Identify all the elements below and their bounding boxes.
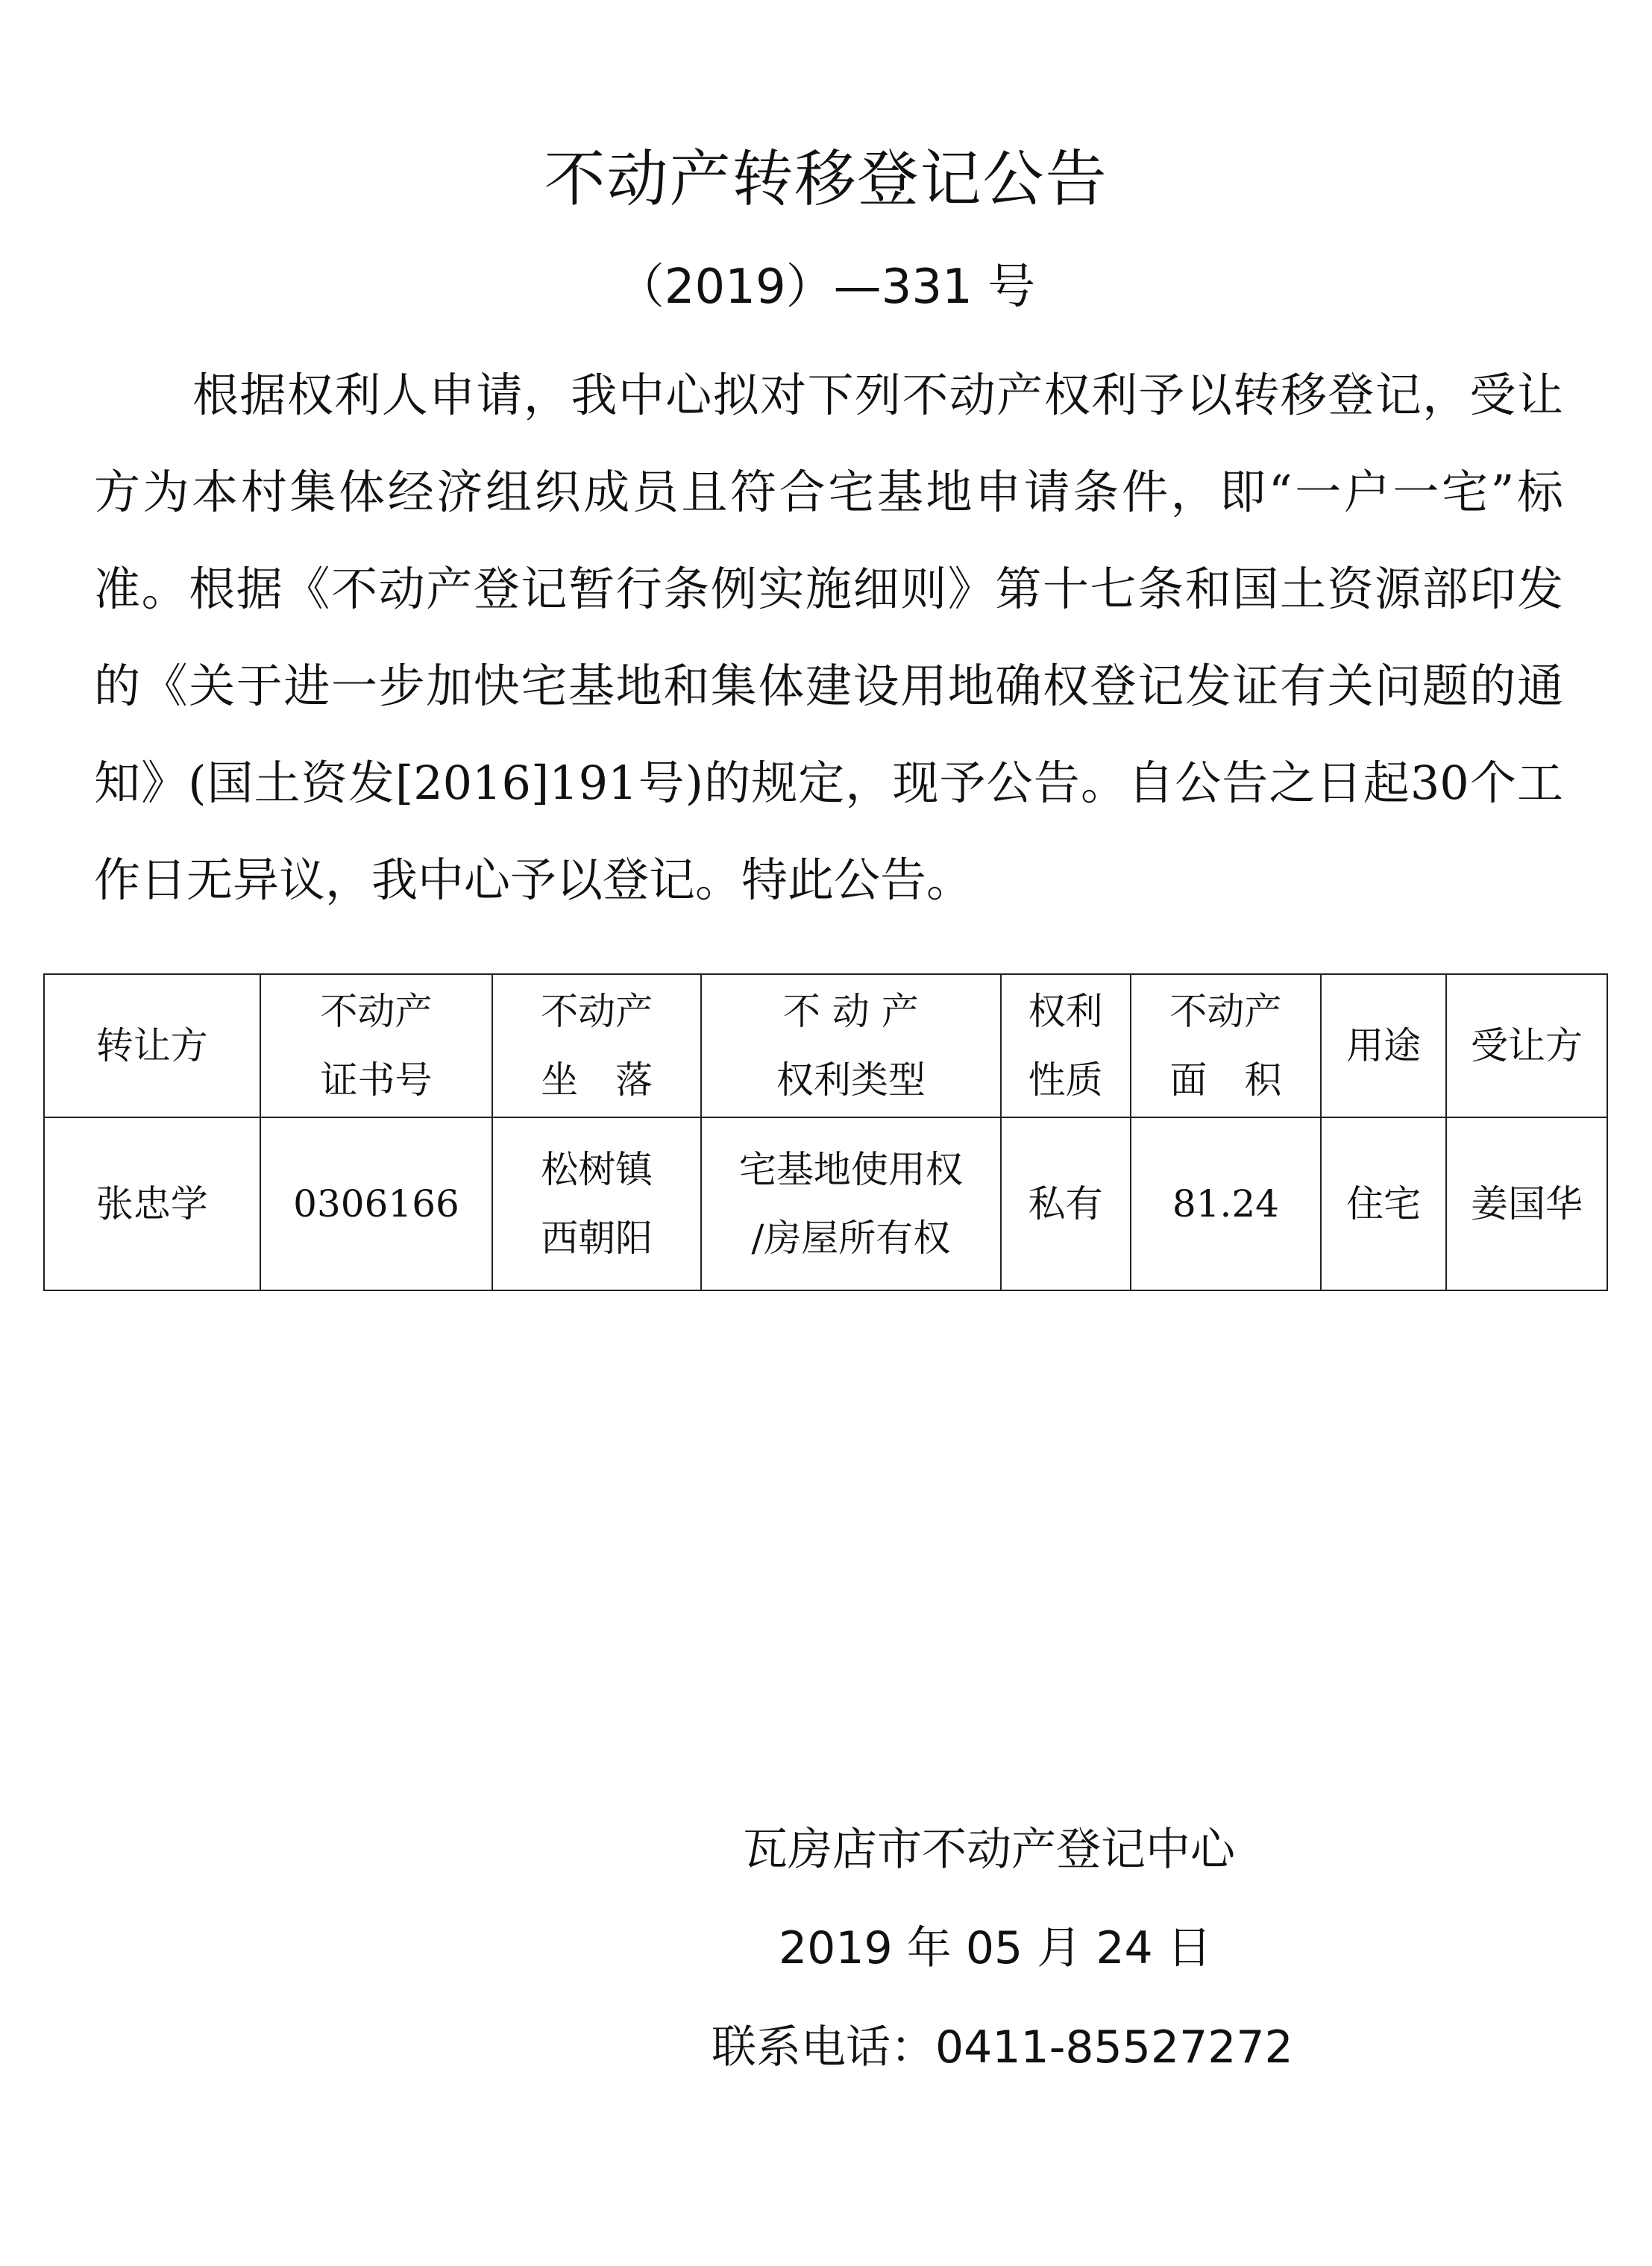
header-usage: 用途 [1321, 974, 1446, 1117]
notice-number: （2019）—331 号 [616, 260, 1036, 315]
issuing-organization: 瓦房店市不动产登记中心 [743, 1824, 1235, 1876]
transfer-table [43, 973, 1608, 1291]
notice-body: 根据权利人申请，我中心拟对下列不动产权利予以转移登记，受让方为本村集体经济组织成员且符合宅基地申请条件，即“一户一宅”标准。根据《不动产登记暂行条例实施细则》第十七条和国土资源部印发的《关于进一步加快宅基地和集体建设用地确权登记发证有关问题的通知》(国土资发[2016]191号)的规定，现予公告。自公告之日起30个工作日无异议，我中心予以登记。特此公告。 [94, 368, 1563, 907]
contact-phone: 联系电话：0411-85527272 [712, 2021, 1293, 2074]
header-area: 不动产 面 积 [1131, 974, 1322, 1117]
header-location: 不动产 坐 落 [492, 974, 701, 1117]
table-header-row [44, 974, 1607, 1117]
table-row [44, 1117, 1607, 1290]
notice-title: 不动产转移登记公告 [544, 144, 1108, 215]
header-right-type: 不 动 产 权利类型 [701, 974, 1001, 1117]
header-transferor: 转让方 [44, 974, 260, 1117]
header-cert-no: 不动产 证书号 [260, 974, 493, 1117]
issue-date: 2019 年 05 月 24 日 [779, 1922, 1212, 1974]
cell-transferee: 姜国华 [1446, 1117, 1607, 1290]
cell-nature: 私有 [1001, 1117, 1131, 1290]
cell-location: 松树镇 西朝阳 [492, 1117, 701, 1290]
cell-cert-no: 0306166 [260, 1117, 493, 1290]
header-transferee: 受让方 [1446, 974, 1607, 1117]
cell-right-type: 宅基地使用权 /房屋所有权 [701, 1117, 1001, 1290]
header-nature: 权利 性质 [1001, 974, 1131, 1117]
cell-area: 81.24 [1131, 1117, 1322, 1290]
cell-usage: 住宅 [1321, 1117, 1446, 1290]
cell-transferor: 张忠学 [44, 1117, 260, 1290]
